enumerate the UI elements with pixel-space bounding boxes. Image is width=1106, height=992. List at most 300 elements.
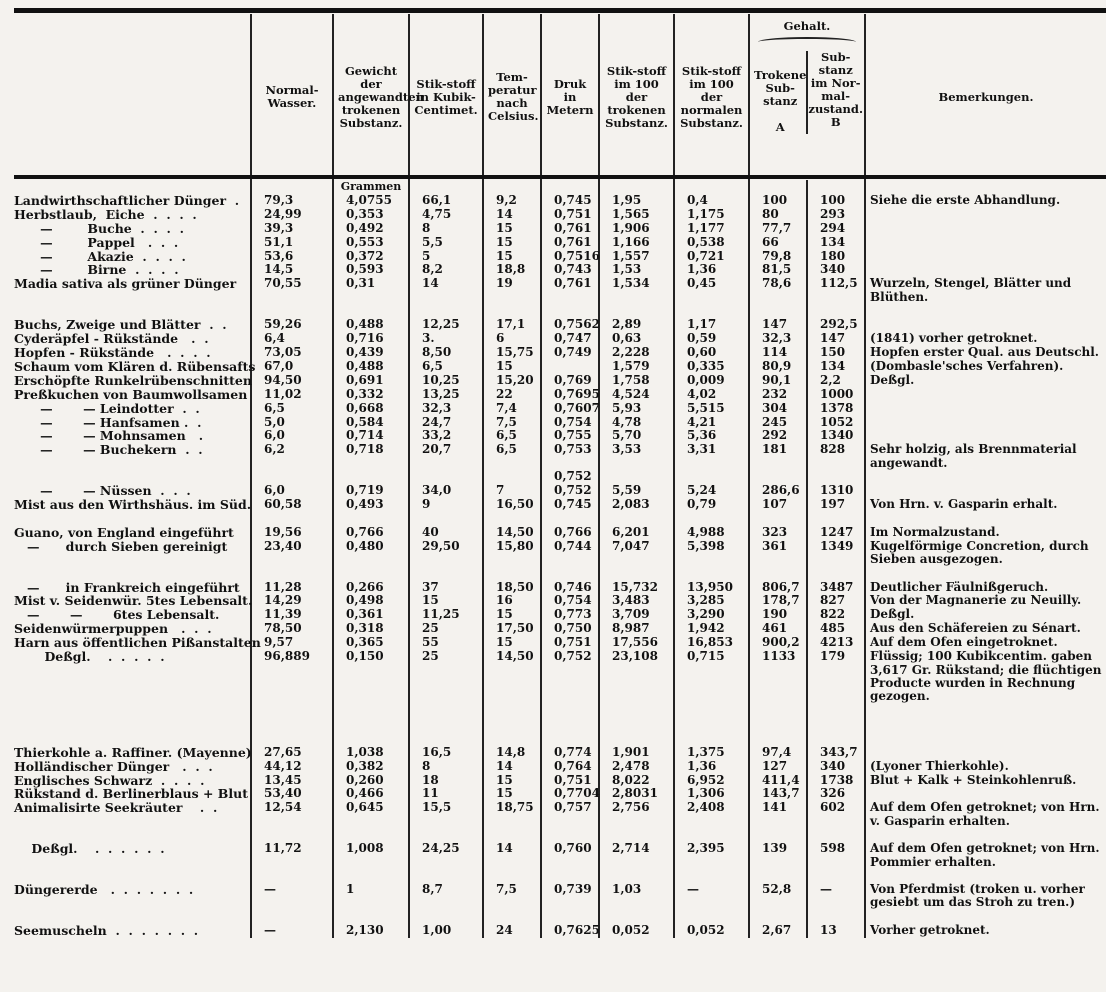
cell-gehalt-b: 1052 [807, 416, 865, 430]
cell-druk: 0,773 [541, 608, 599, 622]
cell-stik-100-trok: 1,901 [599, 746, 674, 760]
cell-stik-100-trok: 1,03 [599, 883, 674, 910]
table-row [14, 636, 1106, 650]
cell-gehalt-a: 107 [749, 498, 807, 512]
spacer-cell [865, 732, 1106, 746]
spacer-cell [541, 304, 599, 318]
table-row [14, 540, 1106, 567]
spacer-row [14, 512, 1106, 526]
cell-gehalt-a: 80,9 [749, 360, 807, 374]
cell-temperatur: 7 [483, 484, 541, 498]
spacer-cell [14, 869, 251, 883]
cell-stik-100-trok: 2,083 [599, 498, 674, 512]
table-row [14, 622, 1106, 636]
cell-stik-100-trok: 5,70 [599, 429, 674, 443]
header-gehalt-a-letter: A [775, 120, 785, 134]
spacer-cell [599, 828, 674, 842]
cell-stikstoff-kubik: 32,3 [409, 402, 483, 416]
cell-druk: 0,7516 [541, 250, 599, 264]
cell-temperatur: 15 [483, 608, 541, 622]
cell-normal-wasser: 70,55 [251, 277, 333, 304]
cell-stik-100-norm: — [674, 883, 749, 910]
spacer-cell [749, 828, 807, 842]
cell-gehalt-b: 134 [807, 360, 865, 374]
cell-stikstoff-kubik: 14 [409, 277, 483, 304]
cell-druk: 0,747 [541, 332, 599, 346]
cell-substance: — — Leindotter . . [14, 400, 200, 416]
cell-gehalt-a: 323 [749, 526, 807, 540]
cell-stik-100-trok: 4,78 [599, 416, 674, 430]
cell-gehalt-b: — [807, 883, 865, 910]
cell-gewicht: 1 [333, 883, 409, 910]
cell-gehalt-a: 97,4 [749, 746, 807, 760]
cell-stik-100-norm: 0,721 [674, 250, 749, 264]
cell-gehalt-b: 822 [807, 608, 865, 622]
cell-stik-100-norm: 3,290 [674, 608, 749, 622]
header-stik-100-trok: Stik-stoff im 100 der trokenen Substanz. [599, 14, 674, 180]
cell-normal-wasser: 12,54 [251, 801, 333, 828]
cell-stik-100-norm: 1,375 [674, 746, 749, 760]
cell-gehalt-b: 180 [807, 250, 865, 264]
spacer-cell [483, 704, 541, 718]
cell-temperatur: 9,2 [483, 194, 541, 208]
cell-druk: 0,755 [541, 429, 599, 443]
table-row [14, 443, 1106, 470]
spacer-cell [409, 732, 483, 746]
spacer-cell [409, 718, 483, 732]
cell-temperatur: 18,8 [483, 263, 541, 277]
header-gehalt-group [749, 14, 865, 180]
cell-stik-100-norm: 1,175 [674, 208, 749, 222]
spacer-cell [333, 567, 409, 581]
cell-druk: 0,752 [541, 650, 599, 704]
spacer-cell [14, 718, 251, 732]
spacer-cell [807, 704, 865, 718]
cell-stikstoff-kubik: 29,50 [409, 540, 483, 567]
cell-substance: — — Nüssen . . . [14, 483, 191, 499]
cell-bemerkungen: Kugelförmige Concretion, durch Sieben ausgezogen. [865, 540, 1106, 567]
cell-normal-wasser: 11,02 [251, 388, 333, 402]
cell-substance: Mist v. Seidenwür. 5tes Lebensalt. [14, 593, 253, 609]
cell-gehalt-b: 147 [807, 332, 865, 346]
cell-normal-wasser: 11,39 [251, 608, 333, 622]
cell-stik-100-trok: 1,534 [599, 277, 674, 304]
spacer-cell [333, 304, 409, 318]
cell-stikstoff-kubik: 25 [409, 650, 483, 704]
cell-gehalt-b: 100 [807, 194, 865, 208]
cell-bemerkungen: Von Hrn. v. Gasparin erhalt. [865, 498, 1106, 512]
cell-bemerkungen: Von Pferdmist (troken u. vorher gesiebt um das Stroh zu tren.) [865, 883, 1106, 910]
cell-bemerkungen: Flüssig; 100 Kubikcentim. gaben 3,617 Gr. Rükstand; die flüchtigen Producte wurden in Rechnung gezogen. [865, 650, 1106, 704]
spacer-cell [333, 910, 409, 924]
cell-stik-100-norm: 0,4 [674, 194, 749, 208]
cell-druk: 0,752 [541, 484, 599, 498]
spacer-cell [749, 304, 807, 318]
table-row [14, 608, 1106, 622]
cell-stik-100-norm: 1,36 [674, 760, 749, 774]
cell-stik-100-trok: 2,228 [599, 346, 674, 360]
cell-temperatur: 6 [483, 332, 541, 346]
cell-normal-wasser: 44,12 [251, 760, 333, 774]
cell-substance: — durch Sieben gereinigt [14, 538, 228, 554]
cell-gehalt-b: 292,5 [807, 318, 865, 332]
cell-bemerkungen: Wurzeln, Stengel, Blätter und Blüthen. [865, 277, 1106, 304]
cell-druk: 0,750 [541, 622, 599, 636]
spacer-cell [251, 718, 333, 732]
cell-normal-wasser: 14,5 [251, 263, 333, 277]
cell-gehalt-a: 78,6 [749, 277, 807, 304]
spacer-cell [599, 704, 674, 718]
cell-stik-100-trok: 8,022 [599, 774, 674, 788]
cell-bemerkungen [865, 208, 1106, 222]
cell-gewicht: 0,480 [333, 540, 409, 567]
spacer-cell [333, 718, 409, 732]
table-row [14, 346, 1106, 360]
spacer-cell [251, 704, 333, 718]
table-row [14, 250, 1106, 264]
header-gehalt-a: Trokene Sub-stanz [754, 68, 807, 108]
cell-temperatur: 14,8 [483, 746, 541, 760]
spacer-cell [483, 567, 541, 581]
cell-normal-wasser: 13,45 [251, 774, 333, 788]
cell-substance [14, 470, 251, 484]
cell-substance: Guano, von England eingeführt [14, 524, 234, 540]
cell-temperatur: 7,5 [483, 883, 541, 910]
cell-gehalt-b: 1310 [807, 484, 865, 498]
cell-stik-100-trok: 5,93 [599, 402, 674, 416]
cell-stik-100-norm: 0,59 [674, 332, 749, 346]
cell-stikstoff-kubik: 8 [409, 222, 483, 236]
cell-gehalt-a: 81,5 [749, 263, 807, 277]
cell-temperatur: 16 [483, 594, 541, 608]
cell-gehalt-b: 3487 [807, 581, 865, 595]
cell-stikstoff-kubik: 55 [409, 636, 483, 650]
cell-stik-100-trok: 23,108 [599, 650, 674, 704]
spacer-cell [541, 732, 599, 746]
cell-druk [541, 360, 599, 374]
cell-stik-100-norm: 0,335 [674, 360, 749, 374]
cell-normal-wasser: 5,0 [251, 416, 333, 430]
cell-normal-wasser: 6,2 [251, 443, 333, 470]
spacer-cell [749, 910, 807, 924]
cell-normal-wasser: 53,6 [251, 250, 333, 264]
cell-stikstoff-kubik: 3. [409, 332, 483, 346]
table-row [14, 650, 1106, 704]
table-row [14, 484, 1106, 498]
cell-stik-100-trok: 2,8031 [599, 787, 674, 801]
cell-gehalt-a: 147 [749, 318, 807, 332]
cell-gehalt-a: 79,8 [749, 250, 807, 264]
cell-stikstoff-kubik: 15,5 [409, 801, 483, 828]
cell-stikstoff-kubik: 1,00 [409, 924, 483, 938]
spacer-cell [409, 910, 483, 924]
cell-gewicht: 2,130 [333, 924, 409, 938]
spacer-cell [674, 910, 749, 924]
header-bottom-rule [14, 175, 1106, 179]
cell-gehalt-b: 828 [807, 443, 865, 470]
cell-stik-100-trok: 1,53 [599, 263, 674, 277]
cell-gehalt-b: 343,7 [807, 746, 865, 760]
cell-stik-100-norm: 3,285 [674, 594, 749, 608]
table-row [14, 263, 1106, 277]
spacer-row [14, 304, 1106, 318]
cell-bemerkungen: Aus den Schäfereien zu Sénart. [865, 622, 1106, 636]
cell-gehalt-a: 181 [749, 443, 807, 470]
cell-gehalt-a: 143,7 [749, 787, 807, 801]
cell-substance: Englisches Schwarz . . . . [14, 772, 205, 788]
cell-temperatur: 7,5 [483, 416, 541, 430]
spacer-cell [483, 910, 541, 924]
cell-gehalt-b: 602 [807, 801, 865, 828]
spacer-cell [749, 718, 807, 732]
table-row [14, 222, 1106, 236]
cell-stik-100-trok: 7,047 [599, 540, 674, 567]
spacer-cell [674, 567, 749, 581]
spacer-cell [749, 704, 807, 718]
cell-gehalt-a: 245 [749, 416, 807, 430]
cell-druk: 0,766 [541, 526, 599, 540]
header-substance [14, 14, 251, 180]
spacer-row [14, 732, 1106, 746]
cell-substance: Schaum vom Klären d. Rübensafts [14, 358, 256, 374]
cell-stik-100-trok: 17,556 [599, 636, 674, 650]
cell-stik-100-norm: 0,715 [674, 650, 749, 704]
table-row [14, 842, 1106, 869]
cell-stik-100-trok: 1,565 [599, 208, 674, 222]
header-gehalt-b: Sub-stanz im Nor-mal-zustand. [808, 50, 863, 116]
cell-stik-100-trok: 1,95 [599, 194, 674, 208]
cell-gehalt-a: 100 [749, 194, 807, 208]
cell-substance: Seidenwürmerpuppen . . . [14, 621, 212, 637]
cell-gewicht: 0,382 [333, 760, 409, 774]
cell-bemerkungen [865, 236, 1106, 250]
cell-substance: — — Mohnsamen . [14, 428, 204, 444]
cell-gehalt-b: 326 [807, 787, 865, 801]
cell-gehalt-b: 340 [807, 760, 865, 774]
cell-druk: 0,7695 [541, 388, 599, 402]
cell-normal-wasser: 23,40 [251, 540, 333, 567]
cell-gehalt-b: 294 [807, 222, 865, 236]
cell-gewicht: 0,498 [333, 594, 409, 608]
cell-stikstoff-kubik: 4,75 [409, 208, 483, 222]
spacer-cell [865, 910, 1106, 924]
spacer-row [14, 718, 1106, 732]
cell-temperatur: 15 [483, 774, 541, 788]
gehalt-subheaders [754, 50, 863, 134]
spacer-cell [251, 869, 333, 883]
spacer-cell [599, 304, 674, 318]
spacer-cell [409, 869, 483, 883]
cell-bemerkungen [865, 484, 1106, 498]
cell-gehalt-a: 127 [749, 760, 807, 774]
cell-gewicht: 0,488 [333, 318, 409, 332]
cell-substance: Thierkohle a. Raffiner. (Mayenne) [14, 744, 252, 760]
cell-stikstoff-kubik: 10,25 [409, 374, 483, 388]
cell-substance: Preßkuchen von Baumwollsamen [14, 386, 248, 402]
spacer-cell [14, 828, 251, 842]
spacer-cell [14, 732, 251, 746]
spacer-cell [674, 828, 749, 842]
cell-gewicht [333, 470, 409, 484]
cell-temperatur: 14,50 [483, 650, 541, 704]
cell-gewicht: 0,332 [333, 388, 409, 402]
spacer-cell [409, 512, 483, 526]
cell-stik-100-norm: 5,24 [674, 484, 749, 498]
cell-normal-wasser: 78,50 [251, 622, 333, 636]
cell-stik-100-norm: 5,398 [674, 540, 749, 567]
cell-normal-wasser: 14,29 [251, 594, 333, 608]
spacer-cell [599, 910, 674, 924]
cell-bemerkungen [865, 250, 1106, 264]
cell-normal-wasser: 94,50 [251, 374, 333, 388]
table-row [14, 470, 1106, 484]
cell-stikstoff-kubik: 25 [409, 622, 483, 636]
cell-stik-100-norm: 3,31 [674, 443, 749, 470]
cell-gehalt-a: 304 [749, 402, 807, 416]
spacer-cell [251, 304, 333, 318]
spacer-cell [749, 869, 807, 883]
cell-stikstoff-kubik: 8,50 [409, 346, 483, 360]
unit-row [14, 180, 1106, 194]
spacer-cell [483, 732, 541, 746]
spacer-cell [599, 732, 674, 746]
cell-stik-100-trok: 4,524 [599, 388, 674, 402]
header-gehalt: Gehalt. [783, 19, 831, 33]
cell-stik-100-trok: 0,052 [599, 924, 674, 938]
cell-normal-wasser: 79,3 [251, 194, 333, 208]
spacer-cell [599, 512, 674, 526]
spacer-cell [674, 304, 749, 318]
cell-druk: 0,7704 [541, 787, 599, 801]
cell-stik-100-norm: 5,515 [674, 402, 749, 416]
cell-stikstoff-kubik: 40 [409, 526, 483, 540]
cell-normal-wasser: — [251, 924, 333, 938]
spacer-cell [541, 828, 599, 842]
table-row [14, 774, 1106, 788]
cell-bemerkungen [865, 388, 1106, 402]
table-row [14, 318, 1106, 332]
cell-stikstoff-kubik: 5,5 [409, 236, 483, 250]
cell-substance: Hopfen - Rükstände . . . . [14, 344, 211, 360]
cell-bemerkungen: Im Normalzustand. [865, 526, 1106, 540]
cell-temperatur: 15 [483, 236, 541, 250]
header-gehalt-b-letter: B [830, 115, 841, 129]
cell-gehalt-a: 77,7 [749, 222, 807, 236]
cell-gewicht: 0,31 [333, 277, 409, 304]
cell-bemerkungen: (Dombasle'sches Verfahren). [865, 360, 1106, 374]
cell-normal-wasser: 96,889 [251, 650, 333, 704]
cell-stik-100-trok: 1,579 [599, 360, 674, 374]
spacer-cell [483, 869, 541, 883]
cell-bemerkungen: Auf dem Ofen eingetroknet. [865, 636, 1106, 650]
cell-bemerkungen [865, 318, 1106, 332]
cell-bemerkungen [865, 787, 1106, 801]
cell-stik-100-trok: 1,166 [599, 236, 674, 250]
cell-gehalt-a: 66 [749, 236, 807, 250]
cell-normal-wasser: 53,40 [251, 787, 333, 801]
spacer-cell [251, 910, 333, 924]
cell-gewicht: 0,260 [333, 774, 409, 788]
cell-gehalt-a: 178,7 [749, 594, 807, 608]
cell-gehalt-a: 461 [749, 622, 807, 636]
cell-gehalt-a: 361 [749, 540, 807, 567]
cell-druk: 0,764 [541, 760, 599, 774]
cell-gewicht: 0,584 [333, 416, 409, 430]
cell-gehalt-b: 150 [807, 346, 865, 360]
cell-substance: Deßgl. . . . . . . [14, 841, 165, 857]
cell-substance: Seemuscheln . . . . . . . [14, 922, 199, 938]
cell-gewicht: 0,668 [333, 402, 409, 416]
cell-gehalt-b: 4213 [807, 636, 865, 650]
cell-stikstoff-kubik: 13,25 [409, 388, 483, 402]
spacer-cell [333, 512, 409, 526]
cell-stik-100-trok: 5,59 [599, 484, 674, 498]
cell-temperatur: 15,75 [483, 346, 541, 360]
spacer-cell [333, 732, 409, 746]
gewicht-unit: Grammen [340, 180, 402, 193]
spacer-cell [333, 828, 409, 842]
cell-stik-100-norm: 1,177 [674, 222, 749, 236]
spacer-cell [807, 304, 865, 318]
cell-normal-wasser: 6,4 [251, 332, 333, 346]
cell-normal-wasser: — [251, 883, 333, 910]
cell-bemerkungen: (Lyoner Thierkohle). [865, 760, 1106, 774]
cell-stikstoff-kubik: 15 [409, 594, 483, 608]
cell-gehalt-b: 112,5 [807, 277, 865, 304]
cell-gehalt-b: 1340 [807, 429, 865, 443]
cell-stik-100-norm [674, 470, 749, 484]
cell-stik-100-trok: 2,714 [599, 842, 674, 869]
spacer-cell [14, 704, 251, 718]
cell-temperatur: 16,50 [483, 498, 541, 512]
top-rule [14, 8, 1106, 13]
cell-normal-wasser: 9,57 [251, 636, 333, 650]
spacer-cell [865, 828, 1106, 842]
header-druk: Druk in Metern [541, 14, 599, 180]
header-stik-100-norm: Stik-stoff im 100 der normalen Substanz. [674, 14, 749, 180]
cell-normal-wasser: 24,99 [251, 208, 333, 222]
table-row [14, 924, 1106, 938]
cell-gewicht: 0,353 [333, 208, 409, 222]
cell-temperatur: 6,5 [483, 443, 541, 470]
cell-stik-100-norm: 0,79 [674, 498, 749, 512]
spacer-cell [541, 910, 599, 924]
table-row [14, 581, 1106, 595]
cell-gehalt-b: 2,2 [807, 374, 865, 388]
spacer-cell [599, 567, 674, 581]
cell-druk: 0,761 [541, 277, 599, 304]
cell-temperatur: 18,75 [483, 801, 541, 828]
table-row [14, 360, 1106, 374]
cell-bemerkungen: Deßgl. [865, 608, 1106, 622]
cell-stik-100-norm: 13,950 [674, 581, 749, 595]
cell-gehalt-b: 197 [807, 498, 865, 512]
cell-gehalt-a: 80 [749, 208, 807, 222]
cell-bemerkungen [865, 222, 1106, 236]
cell-gewicht: 0,488 [333, 360, 409, 374]
cell-gehalt-b: 1738 [807, 774, 865, 788]
cell-temperatur: 24 [483, 924, 541, 938]
cell-druk: 0,761 [541, 222, 599, 236]
spacer-cell [483, 828, 541, 842]
gehalt-b-cell [806, 51, 863, 134]
cell-normal-wasser: 67,0 [251, 360, 333, 374]
spacer-cell [807, 828, 865, 842]
cell-stik-100-trok: 0,63 [599, 332, 674, 346]
cell-stik-100-norm: 1,17 [674, 318, 749, 332]
cell-stik-100-trok: 2,478 [599, 760, 674, 774]
spacer-cell [14, 512, 251, 526]
